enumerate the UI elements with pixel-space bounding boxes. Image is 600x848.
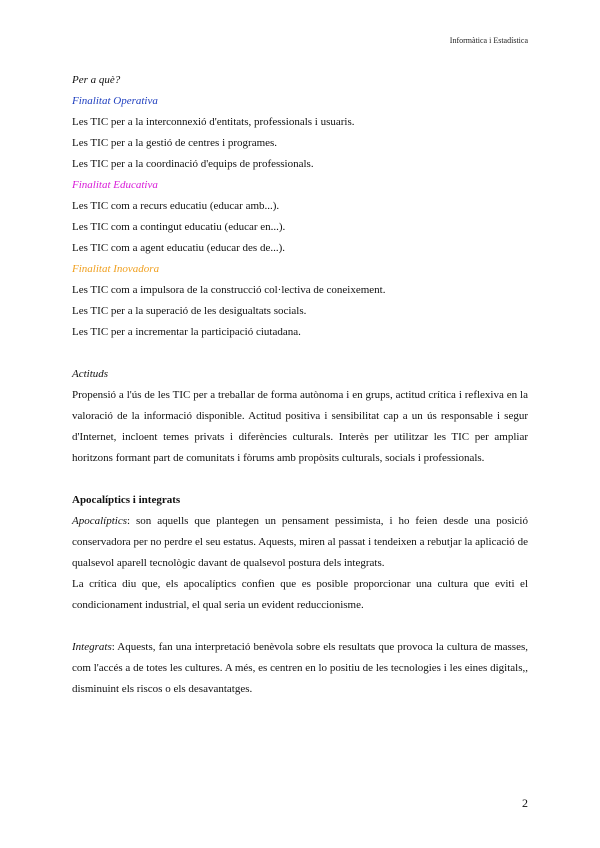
running-header: Informàtica i Estadística — [449, 36, 528, 45]
paragraph-apocaliptics — [72, 511, 528, 574]
spacer — [72, 343, 528, 364]
spacer — [72, 616, 528, 637]
list-item: Les TIC per a la coordinació d'equips de professionals. — [72, 158, 314, 170]
paragraph-actituds: Propensió a l'ús de les TIC per a treballar de forma autònoma i en grups, actitud crítica i reflexiva en la valoració de la informació disponible. Actitud positiva i sensibilitat cap a un ús responsable i segur d'Internet, incloent temes privats i diferències culturals. Interès per utilitzar les TIC per ampliar horitzons formant part de comunitats i fòrums amb propòsits culturals, socials i professionals. — [72, 389, 528, 464]
heading-finalitat-inovadora: Finalitat Inovadora — [72, 263, 160, 275]
list-item: Les TIC per a la superació de les desigualtats socials. — [72, 305, 307, 317]
spacer — [72, 469, 528, 490]
section-title-actituds: Actituds — [72, 368, 109, 380]
paragraph-critica: La crítica diu que, els apocalíptics confien que es posible proporcionar una cultura que eviti el condicionament industrial, el qual seria un evident reduccionisme. — [72, 578, 528, 611]
list-item: Les TIC per a la gestió de centres i programes. — [72, 137, 278, 149]
term-integrats: Integrats — [72, 641, 112, 653]
heading-finalitat-operativa: Finalitat Operativa — [72, 95, 158, 107]
list-item: Les TIC com a recurs educatiu (educar amb...). — [72, 200, 280, 212]
heading-finalitat-educativa: Finalitat Educativa — [72, 179, 158, 191]
page-number: 2 — [522, 796, 528, 810]
list-item: Les TIC per a incrementar la participació ciutadana. — [72, 326, 301, 338]
section-title-per-a-que: Per a què? — [72, 74, 121, 86]
list-item: Les TIC com a contingut educatiu (educar en...). — [72, 221, 286, 233]
list-item: Les TIC per a la interconnexió d'entitats, professionals i usuaris. — [72, 116, 355, 128]
term-apocaliptics: Apocalíptics — [72, 515, 127, 527]
page-content — [72, 70, 528, 700]
paragraph-text: : Aquests, fan una interpretació benèvola sobre els resultats que provoca la cultura de masses, com l'accés a de totes les cultures. A més, es centren en lo positiu de les tecnologies i les eines digitals,, disminuint els riscos o els desavantatges. — [72, 641, 528, 695]
paragraph-text: : son aquells que plantegen un pensament pessimista, i ho feien desde una posició conservadora per no perdre el seu estatus. Aquests, miren al passat i tendeixen a rebutjar la aplicació de qualsevol aparell tecnològic davant de qualsevol postura dels integrats. — [72, 515, 528, 569]
section-title-apocaliptics: Apocalíptics i integrats — [72, 494, 181, 506]
list-item: Les TIC com a impulsora de la construcció col·lectiva de coneixement. — [72, 284, 386, 296]
list-item: Les TIC com a agent educatiu (educar des de...). — [72, 242, 285, 254]
paragraph-integrats — [72, 637, 528, 700]
